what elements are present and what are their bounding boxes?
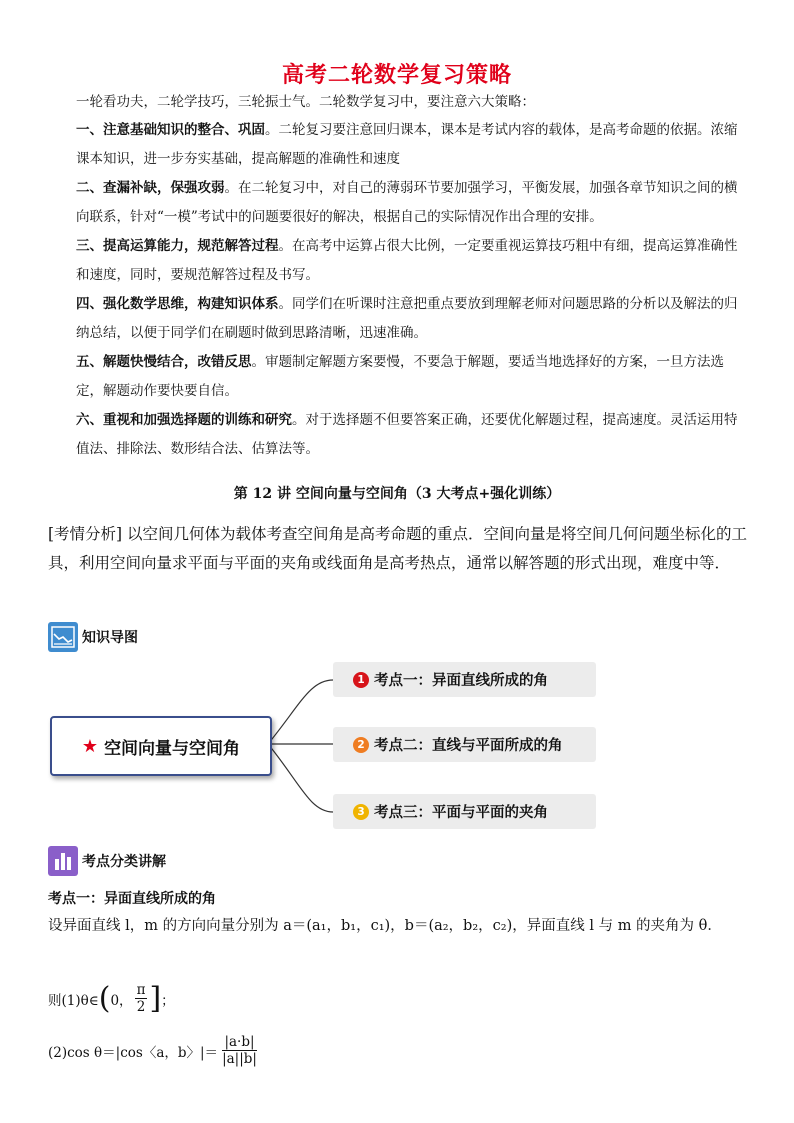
formula-lower: 0， — [110, 992, 133, 1009]
analysis-paragraph: [考情分析] 以空间几何体为载体考查空间角是高考命题的重点．空间向量是将空间几何问题坐标化的工具，利用空间向量求平面与平面的夹角或线面角是高考热点，通常以解答题的形式出现，难度中等． — [48, 525, 748, 572]
mindmap-root-label: 空间向量与空间角 — [104, 738, 241, 759]
bar-chart-icon — [48, 846, 78, 876]
page-title: 高考二轮数学复习策略 — [281, 63, 512, 88]
strategy-body: 。审题制定解题方案要慢，不要急于解题，要适当地选择好的方案，一旦方法选定，解题动作要快要自信。 — [76, 354, 724, 399]
strategy-heading: 六、重视和加强选择题的训练和研究 — [76, 412, 292, 428]
point-one-title: 考点一：异面直线所成的角 — [48, 891, 216, 907]
strategy-body: 。在二轮复习中，对自己的薄弱环节要加强学习，平衡发展，加强各章节知识之间的横向联系，针对“一模”考试中的问题要很好的解决，根据自己的实际情况作出合理的安排。 — [76, 180, 738, 225]
fraction — [135, 982, 148, 1015]
star-icon: ★ — [81, 735, 99, 757]
section-points — [48, 846, 166, 876]
formula-suffix: ； — [161, 992, 175, 1009]
strategy-heading: 五、解题快慢结合，改错反思 — [76, 354, 252, 370]
strategy-heading: 二、查漏补缺，保强攻弱 — [76, 180, 225, 196]
mindmap-node — [333, 794, 596, 829]
strategy-heading: 四、强化数学思维，构建知识体系 — [76, 296, 279, 312]
fraction — [220, 1034, 259, 1067]
mindmap-node — [333, 727, 596, 762]
open-bracket: ( — [98, 980, 111, 1016]
mindmap-node-label: 考点三：平面与平面的夹角 — [374, 805, 548, 821]
close-bracket: ] — [149, 980, 162, 1016]
fraction-denominator: 2 — [136, 999, 146, 1015]
strategy-body: 。二轮复习要注意回归课本，课本是考试内容的载体，是高考命题的依据。浓缩课本知识，进一步夯实基础，提高解题的准确性和速度 — [76, 122, 738, 167]
formula-cos — [48, 1034, 261, 1067]
fraction-numerator: π — [136, 982, 146, 998]
strategy-heading: 一、注意基础知识的整合、巩固 — [76, 122, 265, 138]
fraction-numerator: |a·b| — [224, 1034, 255, 1050]
formula-prefix: 则(1)θ∈ — [48, 992, 99, 1009]
strategy-body: 。同学们在听课时注意把重点要放到理解老师对问题思路的分析以及解法的归纳总结，以便于同学们在刷题时做到思路清晰，迅速准确。 — [76, 296, 738, 341]
strategy-heading: 三、提高运算能力，规范解答过程 — [76, 238, 279, 254]
number-badge-icon: 2 — [353, 737, 369, 753]
mindmap-node-label: 考点一：异面直线所成的角 — [374, 673, 548, 689]
mindmap-node-label: 考点二：直线与平面所成的角 — [374, 738, 563, 754]
strategy-body: 。在高考中运算占很大比例，一定要重视运算技巧粗中有细，提高运算准确性和速度，同时，要规范解答过程及书写。 — [76, 238, 738, 283]
number-badge-icon: 3 — [353, 804, 369, 820]
mindmap-node — [333, 662, 596, 697]
number-badge-icon: 1 — [353, 672, 369, 688]
strategy-body: 。对于选择题不但要答案正确，还要优化解题过程，提高速度。灵活运用特值法、排除法、数形结合法、估算法等。 — [76, 412, 738, 457]
intro-text: 一轮看功夫，二轮学技巧，三轮振士气。二轮数学复习中，要注意六大策略： — [76, 94, 535, 110]
point-one-text: 设异面直线 l，m 的方向向量分别为 a＝(a₁，b₁，c₁)，b＝(a₂，b₂，c₂)，异面直线 l 与 m 的夹角为 θ． — [48, 918, 722, 934]
formula-range — [48, 982, 175, 1015]
fraction-denominator: |a||b| — [222, 1051, 257, 1067]
lecture-title: 第 12 讲 空间向量与空间角（3 大考点+强化训练） — [233, 486, 561, 502]
mindmap-root — [50, 716, 272, 776]
section-label: 知识导图 — [82, 630, 138, 646]
formula-prefix: (2)cos θ＝|cos〈a，b〉|＝ — [48, 1044, 219, 1061]
section-label: 考点分类讲解 — [82, 854, 166, 870]
